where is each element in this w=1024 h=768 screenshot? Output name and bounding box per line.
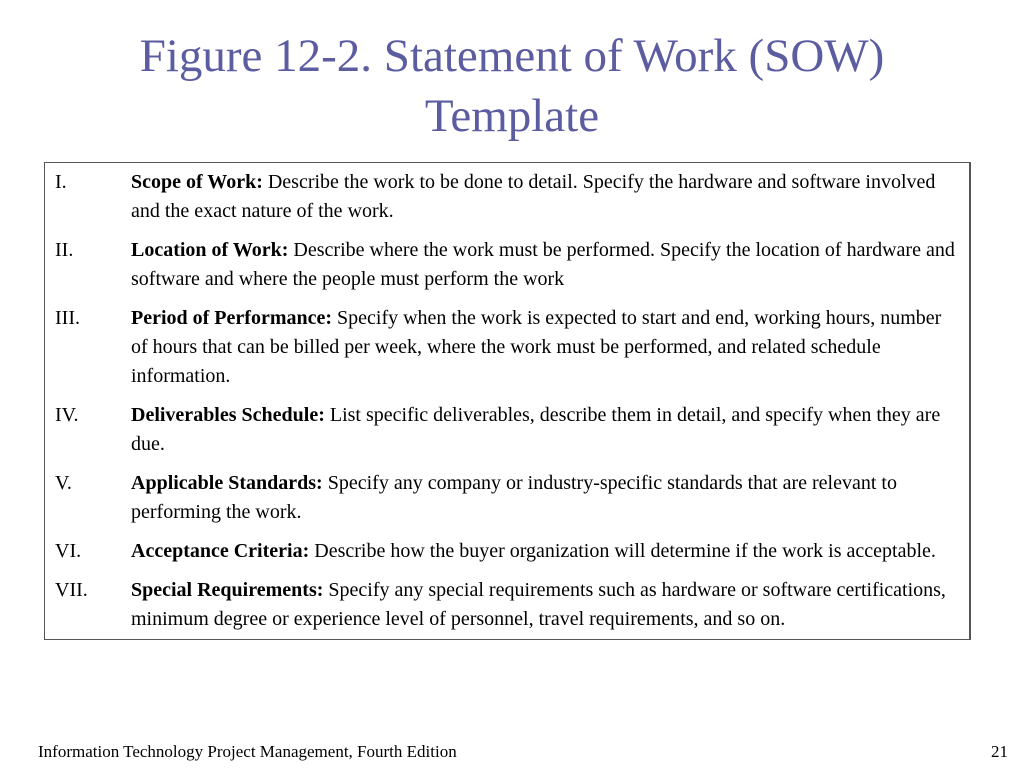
sow-row-location bbox=[45, 231, 970, 299]
sow-item-body bbox=[131, 401, 955, 459]
sow-item-number: VII. bbox=[55, 579, 88, 601]
sow-item-description: Describe where the work must be performed. Specify the location of hardware and software and where the people must perform the work bbox=[131, 239, 955, 290]
footer-page-number: 21 bbox=[991, 742, 1008, 761]
sow-row-special bbox=[45, 571, 970, 639]
sow-item-description: Specify any special requirements such as hardware or software certifications, minimum degree or experience level of personnel, travel requirements, and so on. bbox=[131, 579, 946, 630]
sow-item-heading: Period of Performance: bbox=[131, 307, 333, 329]
sow-item-number: II. bbox=[55, 239, 74, 261]
sow-row-scope bbox=[45, 163, 970, 231]
sow-item-body bbox=[131, 304, 955, 391]
sow-item-body bbox=[131, 168, 955, 226]
sow-item-description: Specify when the work is expected to start and end, working hours, number of hours that can be billed per week, where the work must be performed, and related schedule information. bbox=[131, 307, 942, 387]
sow-item-heading: Deliverables Schedule: bbox=[131, 404, 325, 426]
sow-item-heading: Scope of Work: bbox=[131, 171, 263, 193]
sow-item-number: V. bbox=[55, 472, 72, 494]
sow-item-description: Specify any company or industry-specific standards that are relevant to performing the work. bbox=[131, 472, 897, 523]
sow-item-description: Describe how the buyer organization will determine if the work is acceptable. bbox=[309, 540, 936, 562]
sow-row-period bbox=[45, 299, 970, 396]
sow-item-number: I. bbox=[55, 171, 67, 193]
slide-title-line-1: Figure 12-2. Statement of Work (SOW) bbox=[139, 30, 885, 82]
footer-book-title: Information Technology Project Management, Fourth Edition bbox=[38, 742, 457, 761]
slide-title bbox=[30, 26, 994, 146]
sow-template-table bbox=[44, 162, 971, 640]
sow-row-standards bbox=[45, 464, 970, 532]
sow-item-body bbox=[131, 236, 955, 294]
sow-item-body bbox=[131, 537, 955, 566]
sow-item-number: IV. bbox=[55, 404, 79, 426]
sow-item-body bbox=[131, 469, 955, 527]
sow-item-heading: Special Requirements: bbox=[131, 579, 324, 601]
sow-item-heading: Applicable Standards: bbox=[131, 472, 323, 494]
sow-item-description: List specific deliverables, describe them in detail, and specify when they are due. bbox=[131, 404, 941, 455]
sow-item-heading: Acceptance Criteria: bbox=[131, 540, 310, 562]
sow-item-heading: Location of Work: bbox=[131, 239, 289, 261]
sow-row-acceptance bbox=[45, 532, 970, 571]
sow-item-number: III. bbox=[55, 307, 80, 329]
sow-row-deliverables bbox=[45, 396, 970, 464]
sow-item-body bbox=[131, 576, 955, 634]
slide-title-line-2: Template bbox=[424, 90, 600, 142]
sow-item-description: Describe the work to be done to detail. Specify the hardware and software involved and the exact nature of the work. bbox=[131, 171, 936, 222]
sow-item-number: VI. bbox=[55, 540, 82, 562]
